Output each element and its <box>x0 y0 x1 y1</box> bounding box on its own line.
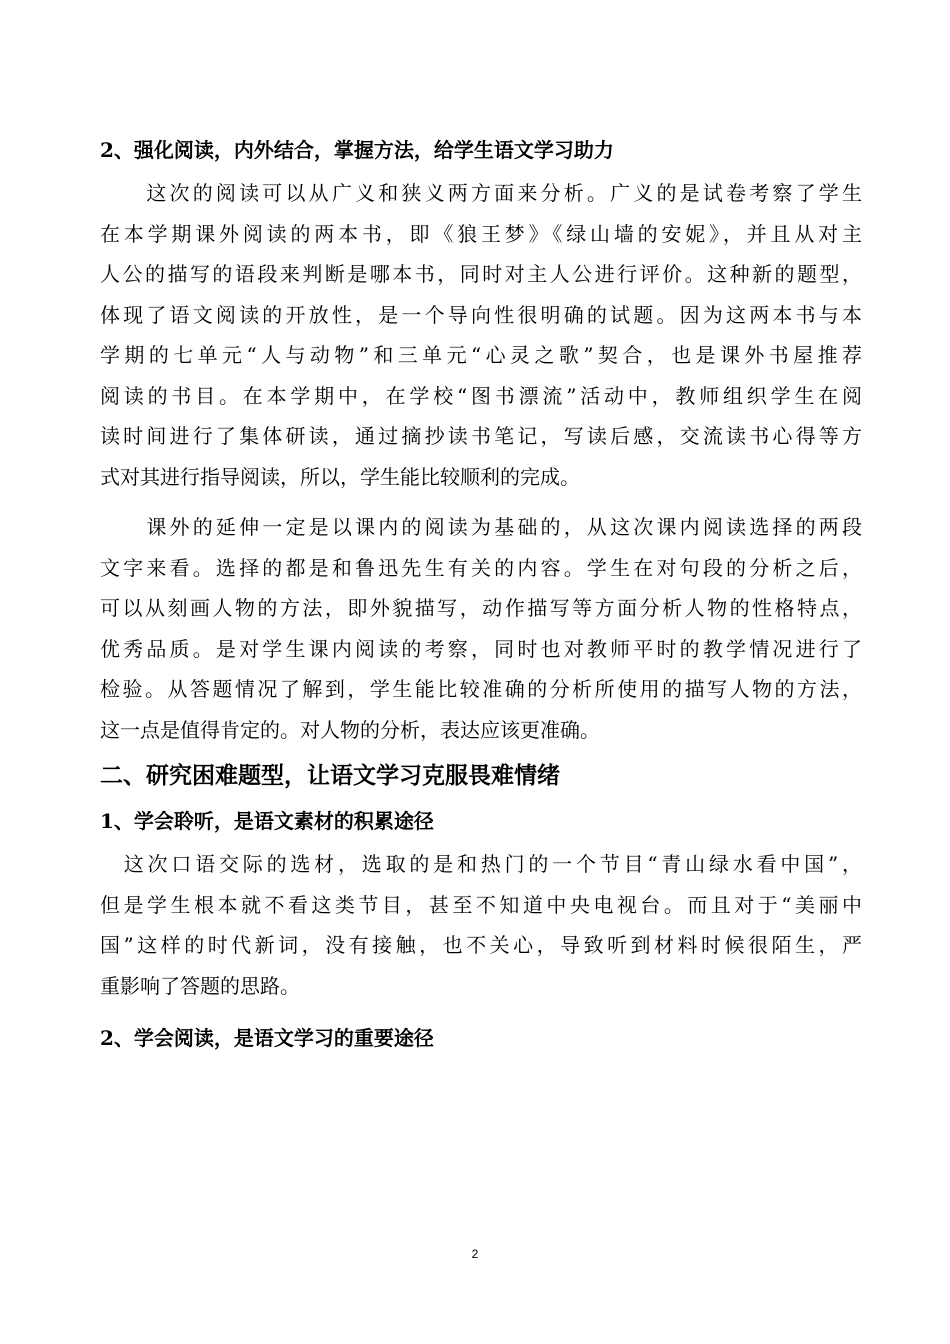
paragraph-line: 文字来看。选择的都是和鲁迅先生有关的内容。学生在对句段的分析之后， <box>100 555 862 580</box>
paragraph-line: 重影响了答题的思路。 <box>100 973 300 998</box>
section-heading-listening: 1、学会聆听，是语文素材的积累途径 <box>100 809 434 833</box>
paragraph-line: 体现了语文阅读的开放性，是一个导向性很明确的试题。因为这两本书与本 <box>100 302 862 327</box>
page-number: 2 <box>471 1247 479 1261</box>
paragraph-line: 学期的七单元“人与动物”和三单元“心灵之歌”契合，也是课外书屋推荐 <box>100 343 862 367</box>
paragraph-line: 读时间进行了集体研读，通过摘抄读书笔记，写读后感，交流读书心得等方 <box>100 424 862 448</box>
paragraph-line: 这次口语交际的选材，选取的是和热门的一个节目“青山绿水看中国”， <box>100 852 862 876</box>
paragraph-spacer <box>100 497 862 507</box>
paragraph-line: 但是学生根本就不看这类节目，甚至不知道中央电视台。而且对于“美丽中 <box>100 892 862 917</box>
chapter-heading-difficult-questions: 二、研究困难题型，让语文学习克服畏难情绪 <box>100 762 560 789</box>
paragraph-oral-communication <box>100 844 862 1006</box>
paragraph-line: 式对其进行指导阅读，所以，学生能比较顺利的完成。 <box>100 464 580 489</box>
paragraph-line: 检验。从答题情况了解到，学生能比较准确的分析所使用的描写人物的方法， <box>100 677 862 701</box>
paragraph-line: 阅读的书目。在本学期中，在学校“图书漂流”活动中，教师组织学生在阅 <box>100 383 862 408</box>
section-heading-reading-importance: 2、学会阅读，是语文学习的重要途径 <box>100 1026 434 1050</box>
paragraph-line: 人公的描写的语段来判断是哪本书，同时对主人公进行评价。这种新的题型， <box>100 262 862 286</box>
paragraph-line: 可以从刻画人物的方法，即外貌描写，动作描写等方面分析人物的性格特点， <box>100 596 862 620</box>
page-content <box>100 128 862 1061</box>
paragraph-extracurricular-reading <box>100 173 862 497</box>
paragraph-line: 在本学期课外阅读的两本书，即《狼王梦》《绿山墙的安妮》，并且从对主 <box>100 221 862 246</box>
paragraph-line: 课外的延伸一定是以课内的阅读为基础的，从这次课内阅读选择的两段 <box>100 515 862 539</box>
paragraph-line: 这次的阅读可以从广义和狭义两方面来分析。广义的是试卷考察了学生 <box>100 181 862 205</box>
paragraph-line: 这一点是值得肯定的。对人物的分析，表达应该更准确。 <box>100 717 600 742</box>
paragraph-line: 优秀品质。是对学生课内阅读的考察，同时也对教师平时的教学情况进行了 <box>100 636 862 661</box>
paragraph-line: 国”这样的时代新词，没有接触，也不关心，导致听到材料时候很陌生，严 <box>100 933 862 957</box>
paragraph-spacer <box>100 1006 862 1016</box>
paragraph-in-class-reading <box>100 507 862 750</box>
section-heading-reading: 2、强化阅读，内外结合，掌握方法，给学生语文学习助力 <box>100 138 614 162</box>
